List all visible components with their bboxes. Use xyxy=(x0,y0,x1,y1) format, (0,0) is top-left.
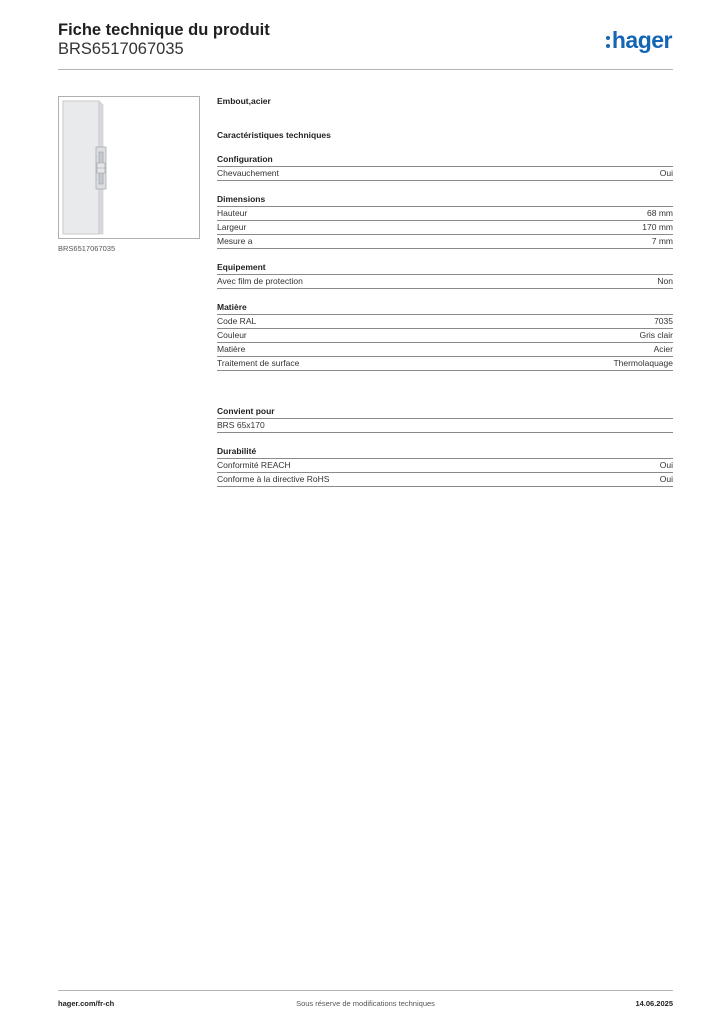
spec-value: Oui xyxy=(659,460,673,470)
page-header xyxy=(58,20,673,70)
spec-row xyxy=(217,329,673,343)
spec-value: Acier xyxy=(653,344,673,354)
spec-row xyxy=(217,167,673,181)
section-sustainability xyxy=(217,445,673,487)
spec-value: Non xyxy=(657,276,673,286)
spec-value: 7035 xyxy=(654,316,673,326)
spec-row xyxy=(217,357,673,371)
spec-label: Mesure a xyxy=(217,236,253,246)
spec-label: Couleur xyxy=(217,330,247,340)
section-title: Convient pour xyxy=(217,405,673,419)
spec-value: 68 mm xyxy=(647,208,673,218)
logo-colon-icon xyxy=(606,36,610,48)
section-title: Dimensions xyxy=(217,193,673,207)
spec-row xyxy=(217,235,673,249)
section-title: Equipement xyxy=(217,261,673,275)
footer-date: 14.06.2025 xyxy=(635,999,673,1008)
logo-text: hager xyxy=(611,27,672,53)
spec-value: Oui xyxy=(659,168,673,178)
section-compatible-with xyxy=(217,405,673,433)
spec-value: Oui xyxy=(659,474,673,484)
product-image xyxy=(58,96,200,239)
section-configuration xyxy=(217,153,673,181)
product-name: Embout,acier xyxy=(217,96,271,106)
spec-row xyxy=(217,419,673,433)
spec-label: Avec film de protection xyxy=(217,276,303,286)
footer-website: hager.com/fr-ch xyxy=(58,999,115,1008)
document-title: Fiche technique du produit xyxy=(58,21,270,39)
image-caption: BRS6517067035 xyxy=(58,244,116,253)
product-details xyxy=(217,95,673,487)
specifications-heading: Caractéristiques techniques xyxy=(217,130,331,140)
spec-row xyxy=(217,207,673,221)
section-material xyxy=(217,301,673,371)
section-title: Configuration xyxy=(217,153,673,167)
spec-label: Code RAL xyxy=(217,316,257,326)
product-reference: BRS6517067035 xyxy=(58,40,184,58)
spec-row xyxy=(217,315,673,329)
spec-row xyxy=(217,221,673,235)
hager-logo xyxy=(606,27,672,53)
spec-value: 170 mm xyxy=(642,222,673,232)
spec-row xyxy=(217,459,673,473)
section-title: Durabilité xyxy=(217,445,673,459)
spec-label: Matière xyxy=(217,344,246,354)
spec-label: Conformité REACH xyxy=(217,460,291,470)
spec-value: 7 mm xyxy=(651,236,673,246)
spec-label: Hauteur xyxy=(217,208,248,218)
spec-value: Thermolaquage xyxy=(613,358,673,368)
section-title: Matière xyxy=(217,301,673,315)
section-equipment xyxy=(217,261,673,289)
spec-row xyxy=(217,275,673,289)
spec-row xyxy=(217,343,673,357)
end-cap-illustration xyxy=(59,97,199,238)
section-dimensions xyxy=(217,193,673,249)
spec-label: Conforme à la directive RoHS xyxy=(217,474,330,484)
page-footer xyxy=(58,990,673,1015)
spec-label: Chevauchement xyxy=(217,168,279,178)
spec-label: Largeur xyxy=(217,222,247,232)
spec-label: BRS 65x170 xyxy=(217,420,265,430)
footer-disclaimer: Sous réserve de modifications techniques xyxy=(296,999,435,1008)
spec-label: Traitement de surface xyxy=(217,358,300,368)
spec-row xyxy=(217,473,673,487)
spec-value: Gris clair xyxy=(639,330,673,340)
